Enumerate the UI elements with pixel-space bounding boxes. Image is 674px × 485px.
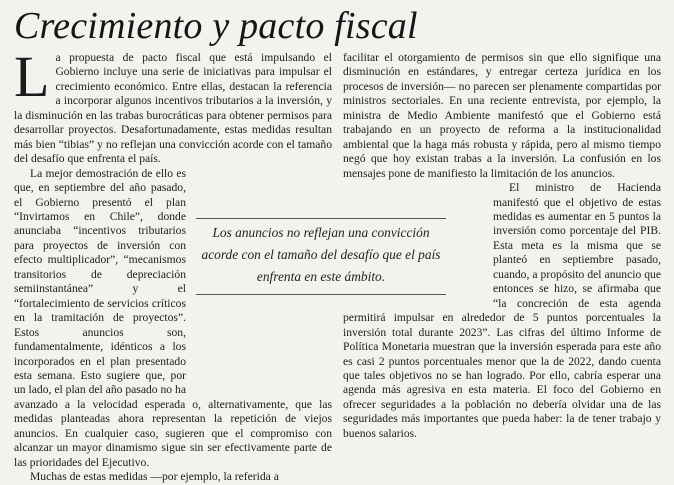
paragraph-1-text: a propuesta de pacto fiscal que está impulsando el Gobierno incluye una serie de iniciativas para impulsar el crecimiento económico. Entre ellas, destacan la referencia a incorporar algunos incentivos tributarios a la inversión, y la disminución en las trabas burocráticas para obtener permisos para desarrollar proyectos. Desafortunadamente, estas medidas resultan más bien “tibias” y no reflejan una convicción acorde con el tamaño del desafío que enfrenta el país. xyxy=(14,51,332,166)
pull-quote: Los anuncios no reflejan una convicción acorde con el tamaño del desafío que el país enfrenta en este ámbito. xyxy=(196,218,446,295)
headline: Crecimiento y pacto fiscal xyxy=(14,5,418,47)
drop-cap: L xyxy=(14,44,50,109)
paragraph-5-text: El ministro de Hacienda manifestó que el objetivo de estas medidas es aumentar en 5 puntos la inversión como porcentaje del PIB. Esta meta es la misma que se planteó en septiembre pasado, cuando, a propósito del anuncio que entonces se hizo, se afirmaba que “la concreción de esta agenda permitirá impulsar en alrededor de 5 puntos porcentuales la inversión total durante 2023”. Las cifras del último Informe de Política Monetaria muestran que la inversión esperada para este año es casi 2 puntos porcentuales menor que la de 2022, dando cuenta que tales objetivos no se han logrado. Por ello, cabría esperar una agenda más agresiva en esta materia. El foco del Gobierno en ofrecer seguridades a la población no debería olvidar una de las seguridades más importantes que pueda haber: la de tener trabajo y buenos salarios. xyxy=(343,181,661,440)
paragraph-2 xyxy=(14,167,332,471)
paragraph-1 xyxy=(14,44,332,167)
paragraph-3: Muchas de estas medidas —por ejemplo, la referida a xyxy=(30,470,279,484)
paragraph-2-text: La mejor demostración de ello es que, en septiembre del año pasado, el Gobierno presentó el plan “Invirtamos en Chile”, donde anunciaba “incentivos tributarios para proyectos de inversión con efecto multiplicador”, “mecanismos transitorios de depreciación semiinstantánea” y el “fortalecimiento de servicios críticos en la tramitación de proyectos”. Estos anuncios son, fundamentalmente, idénticos a los incorporados en el plan presentado esta semana. Esto sugiere que, por un lado, el plan del año pasado no ha avanzado a la velocidad esperada o, alternativamente, que las medidas planteadas ahora representan la repetición de viejos anuncios. En cualquier caso, sugieren que el compromiso con alcanzar un mayor dinamismo sigue sin ser efectivamente parte de las prioridades del Ejecutivo. xyxy=(14,166,332,469)
paragraph-4: facilitar el otorgamiento de permisos sin que ello signifique una disminución en estándares, y entregar certeza jurídica en los procesos de inversión— no parecen ser plenamente compartidas por ministros sectoriales. En una reciente entrevista, por ejemplo, la ministra de Medio Ambiente manifestó que el Gobierno está trabajando en un proyecto de reforma a la institucionalidad ambiental que la haga más robusta y rápida, pero al mismo tiempo negó que hoy existan trabas a la inversión. La confusión en los mensajes pone de manifiesto la limitación de los anuncios. xyxy=(343,51,661,180)
